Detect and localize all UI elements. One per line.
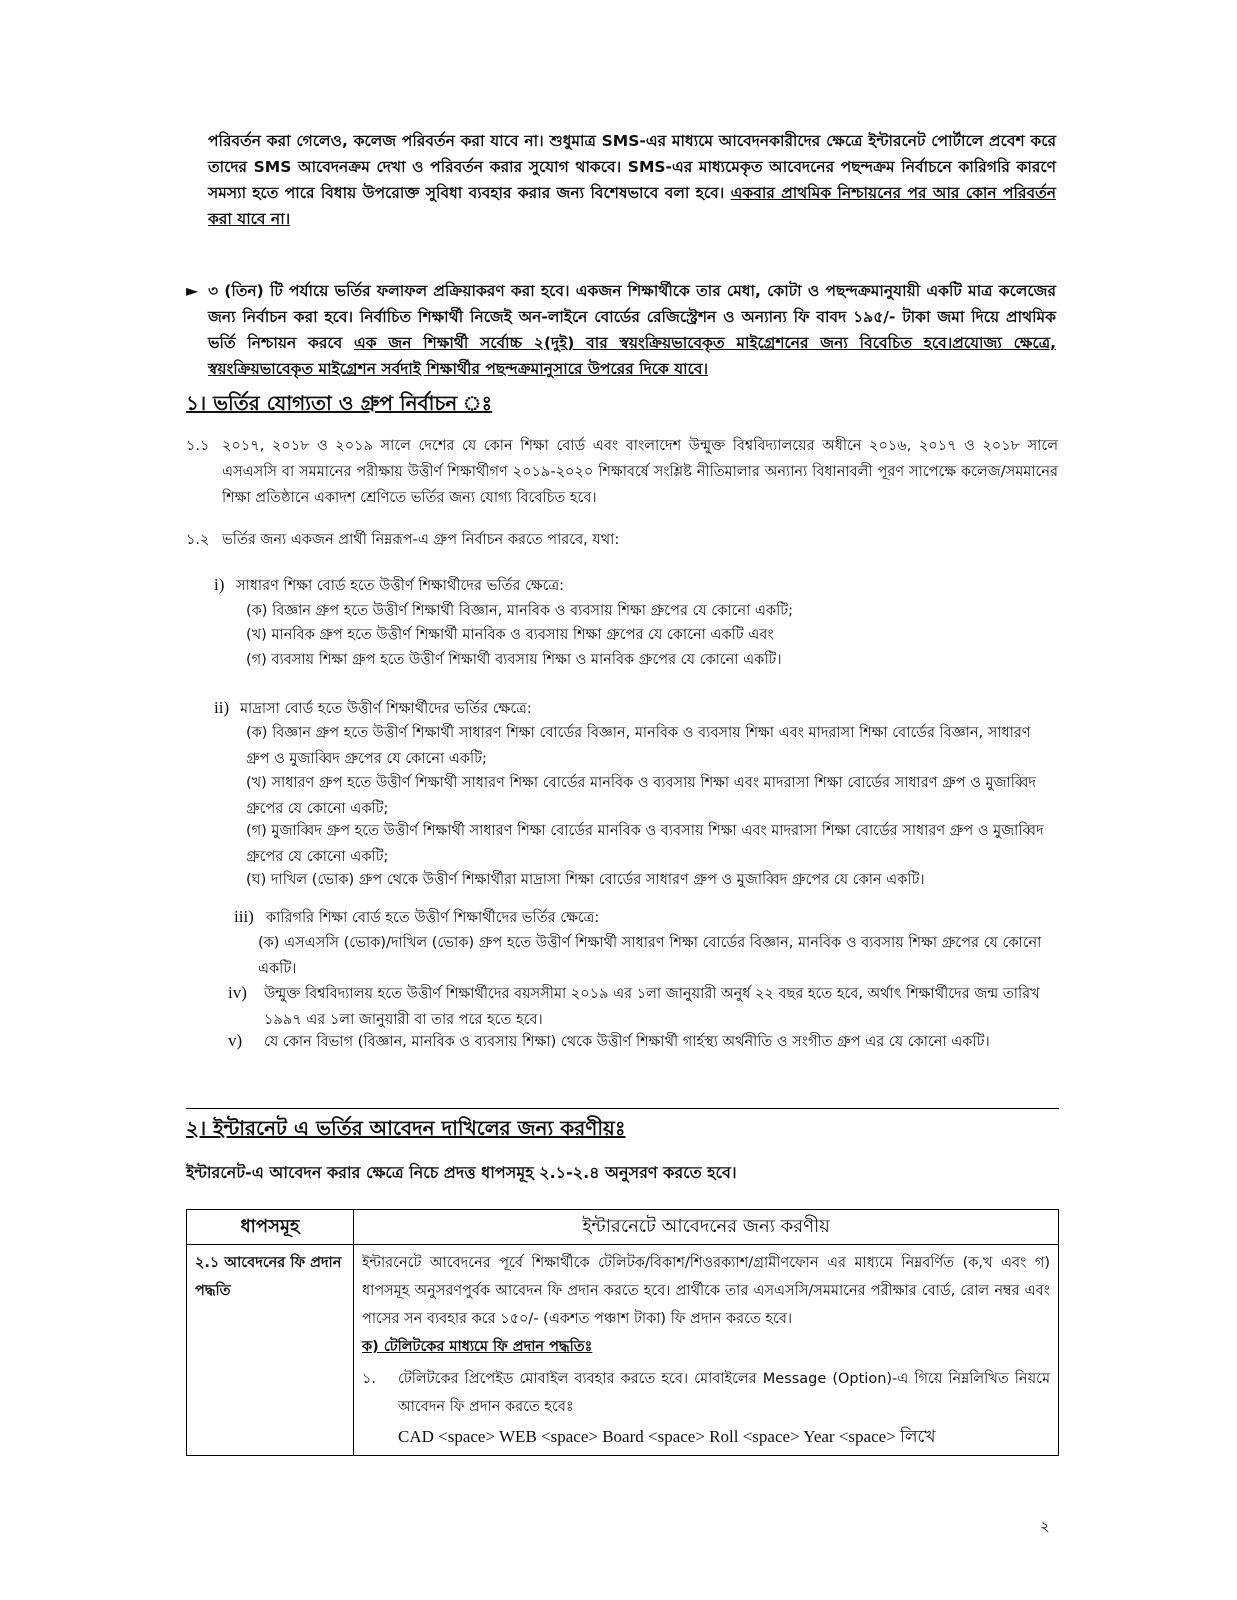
item-i-title: সাধারণ শিক্ষা বোর্ড হতে উত্তীর্ণ শিক্ষার্থীদের ভর্তির ক্ষেত্রে: <box>236 578 564 594</box>
clause-1-2-number: ১.২ <box>186 532 210 548</box>
table-header-row <box>187 1210 1059 1245</box>
item-ii-label: ii) <box>214 698 230 717</box>
bullet-paragraph <box>208 278 1056 382</box>
item-iii-label: iii) <box>234 907 254 926</box>
section2-subheading: ইন্টারনেট-এ আবেদন করার ক্ষেত্রে নিচে প্রদত্ত ধাপসমূহ ২.১-২.৪ অনুসরণ করতে হবে। <box>186 1163 737 1182</box>
section2-heading: ২। ইন্টারনেট এ ভর্তির আবেদন দাখিলের জন্য করণীয়ঃ <box>186 1116 626 1140</box>
intro-underlined-text: একবার প্রাথমিক নিশ্চায়নের পর আর কোন পরিবর্তন করা যাবে না। <box>208 184 1056 228</box>
step-2-1-item <box>362 1365 1050 1421</box>
item-v-text: যে কোন বিভাগ (বিজ্ঞান, মানবিক ও ব্যবসায় শিক্ষা) থেকে উত্তীর্ণ শিক্ষার্থী গার্হস্থ্য অর্থনীতি ও সংগীত গ্রুপ এর যে কোনো একটি। <box>264 1034 990 1050</box>
step-2-1-item-text: টেলিটকের প্রিপেইড মোবাইল ব্যবহার করতে হবে। মোবাইলের Message (Option)-এ গিয়ে নিম্নলিখিত নিয়মে আবেদন ফি প্রদান করতে হবেঃ <box>398 1371 1050 1415</box>
bullet-text: ৩ (তিন) টি পর্যায়ে ভর্তির ফলাফল প্রক্রিয়াকরণ করা হবে। একজন শিক্ষার্থীকে তার মেধা, কোটা ও পছন্দক্রমানুযায়ী একটি মাত্র কলেজের জন্য নির্বাচন করা হবে। নির্বাচিত শিক্ষার্থী নিজেই অন-লাইনে বোর্ডের রেজিস্ট্রেশন ও অন্যান্য ফি বাবদ ১৯৫/- টাকা জমা দিয়ে প্রাথমিক ভর্তি নিশ্চায়ন করবে <box>208 282 1056 352</box>
clause-1-2-text: ভর্তির জন্য একজন প্রার্থী নিম্নরূপ-এ গ্রুপ নির্বাচন করতে পারবে, যথা: <box>222 532 620 548</box>
intro-paragraph <box>208 128 1056 232</box>
item-iv-label: iv) <box>228 983 247 1002</box>
item-iii-title: কারিগরি শিক্ষা বোর্ড হতে উত্তীর্ণ শিক্ষার্থীদের ভর্তির ক্ষেত্রে: <box>266 910 600 926</box>
intro-text: পরিবর্তন করা গেলেও, কলেজ পরিবর্তন করা যাবে না। শুধুমাত্র SMS-এর মাধ্যমে আবেদনকারীদের ক্ষেত্রে ইন্টারনেট পোর্টালে প্রবেশ করে তাদের SMS আবেদনক্রম দেখা ও পরিবর্তন করার সুযোগ থাকবে। SMS-এর মাধ্যমেকৃত আবেদনের পছন্দক্রম নির্বাচনে কারিগরি কারণে সমস্যা হতে পারে বিধায় উপরোক্ত সুবিধা ব্যবহার করার জন্য বিশেষভাবে বলা হবে। <box>208 132 1056 202</box>
bullet-underlined-text-2: প্রযোজ্য ক্ষেত্রে, স্বয়ংক্রিয়ভাবেকৃত মাইগ্রেশন সর্বদাই শিক্ষার্থীর পছন্দক্রমানুসারে উপরের দিকে যাবে। <box>208 334 1056 378</box>
item-ii-ka: (ক) বিজ্ঞান গ্রুপ হতে উত্তীর্ণ শিক্ষার্থী সাধারণ শিক্ষা বোর্ডের বিজ্ঞান, মানবিক ও ব্যবসায় শিক্ষা এবং মাদরাসা শিক্ষা বোর্ডের বিজ্ঞান, সাধারণ গ্রুপ ও মুজাব্বিদ গ্রুপের যে কোনো একটি; <box>246 725 1031 767</box>
table-row <box>187 1245 1059 1456</box>
item-ii-kha: (খ) সাধারণ গ্রুপ হতে উত্তীর্ণ শিক্ষার্থী সাধারণ শিক্ষা বোর্ডের মানবিক ও ব্যবসায় শিক্ষা এবং মাদরাসা শিক্ষা বোর্ডের সাধারণ গ্রুপ ও মুজাব্বিদ গ্রুপের যে কোনো একটি; <box>246 775 1037 817</box>
section2-top-rule <box>186 1108 1059 1109</box>
item-i-kha: (খ) মানবিক গ্রুপ হতে উত্তীর্ণ শিক্ষার্থী মানবিক ও ব্যবসায় শিক্ষা গ্রুপের যে কোনো একটি এবং <box>246 627 774 643</box>
bullet-underlined-text-1: এক জন শিক্ষার্থী সর্বোচ্চ ২(দুই) বার স্বয়ংক্রিয়ভাবেকৃত মাইগ্রেশনের জন্য বিবেচিত হবে। <box>353 334 953 352</box>
section1-heading: ১। ভর্তির যোগ্যতা ও গ্রুপ নির্বাচন ঃ <box>186 391 493 415</box>
item-i-ga: (গ) ব্যবসায় শিক্ষা গ্রুপ হতে উত্তীর্ণ শিক্ষার্থী ব্যবসায় শিক্ষা ও মানবিক গ্রুপের যে কোনো একটি। <box>246 652 782 668</box>
item-iii-ka: (ক) এসএসসি (ভোক)/দাখিল (ভোক) গ্রুপ হতে উত্তীর্ণ শিক্ষার্থী সাধারণ শিক্ষা বোর্ডের বিজ্ঞান, মানবিক ও ব্যবসায় শিক্ষা গ্রুপের যে কোনো একটি। <box>258 935 1042 977</box>
step-2-1-subheading: ক) টেলিটকের মাধ্যমে ফি প্রদান পদ্ধতিঃ <box>362 1339 593 1355</box>
clause-1-1-text: ২০১৭, ২০১৮ ও ২০১৯ সালে দেশের যে কোন শিক্ষা বোর্ড এবং বাংলাদেশ উন্মুক্ত বিশ্ববিদ্যালয়ের অধীনে ২০১৬, ২০১৭ ও ২০১৮ সালে এসএসসি বা সমমানের পরীক্ষায় উত্তীর্ণ শিক্ষার্থীগণ ২০১৯-২০২০ শিক্ষাবর্ষে সংশ্লিষ্ট নীতিমালার অন্যান্য বিধানাবলী পূরণ সাপেক্ষে কলেজ/সমমানের শিক্ষা প্রতিষ্ঠানে একাদশ শ্রেণিতে ভর্তির জন্য যোগ্য বিবেচিত হবে। <box>222 438 1058 506</box>
step-2-1-content <box>354 1245 1059 1456</box>
step-2-1-text: ইন্টারনেটে আবেদনের পূর্বে শিক্ষার্থীকে টেলিটক/বিকাশ/শিওরক্যাশ/গ্রামীণফোন এর মাধ্যমে নিম্নবর্ণিত (ক,খ এবং গ) ধাপসমূহ অনুসরণপুর্বক আবেদন ফি প্রদান করতে হবে। প্রার্থীকে তার এসএসসি/সমমানের পরীক্ষার বোর্ড, রোল নম্বর এবং পাসের সন ব্যবহার করে ১৫০/- (একশত পঞ্চাশ টাকা) ফি প্রদান করতে হবে। <box>362 1255 1050 1327</box>
item-v-label: v) <box>228 1031 243 1050</box>
item-i-label: i) <box>214 575 225 594</box>
item-ii-ga: (গ) মুজাব্বিদ গ্রুপ হতে উত্তীর্ণ শিক্ষার্থী সাধারণ শিক্ষা বোর্ডের মানবিক ও ব্যবসায় শিক্ষা এবং মাদরাসা শিক্ষা বোর্ডের সাধারণ গ্রুপ ও মুজাব্বিদ গ্রুপের যে কোনো একটি; <box>246 823 1044 865</box>
item-ii-gha: (ঘ) দাখিল (ভোক) গ্রুপ থেকে উত্তীর্ণ শিক্ষার্থীরা মাদ্রাসা শিক্ষা বোর্ডের সাধারণ গ্রুপ ও মুজাব্বিদ গ্রুপের যে কোন একটি। <box>246 872 925 888</box>
clause-1-1-number: ১.১ <box>186 438 210 454</box>
table-header-actions: ইন্টারনেটে আবেদনের জন্য করণীয় <box>354 1210 1059 1245</box>
page-number: ২ <box>1040 1517 1050 1535</box>
item-iv-text: উন্মুক্ত বিশ্ববিদ্যালয় হতে উত্তীর্ণ শিক্ষার্থীদের বয়সসীমা ২০১৯ এর ১লা জানুয়ারী অনুর্ধ ২২ বছর হতে হবে, অর্থাৎ শিক্ষার্থীদের জন্ম তারিখ ১৯৯৭ এর ১লা জানুয়ারী বা তার পরে হতে হবে। <box>264 986 1040 1028</box>
bullet-arrow-icon: ► <box>186 281 199 300</box>
step-2-1-item-number: ১. <box>362 1371 377 1387</box>
item-ii-title: মাদ্রাসা বোর্ড হতে উত্তীর্ণ শিক্ষার্থীদের ভর্তির ক্ষেত্রে: <box>240 701 532 717</box>
step-2-1-command: CAD <space> WEB <space> Board <space> Roll <space> Year <space> লিখে <box>398 1427 936 1446</box>
item-i-ka: (ক) বিজ্ঞান গ্রুপ হতে উত্তীর্ণ শিক্ষার্থী বিজ্ঞান, মানবিক ও ব্যবসায় শিক্ষা গ্রুপের যে কোনো একটি; <box>246 603 794 619</box>
table-header-steps: ধাপসমূহ <box>187 1210 354 1245</box>
steps-table <box>186 1209 1059 1456</box>
step-2-1-label: ২.১ আবেদনের ফি প্রদান পদ্ধতি <box>187 1245 354 1456</box>
